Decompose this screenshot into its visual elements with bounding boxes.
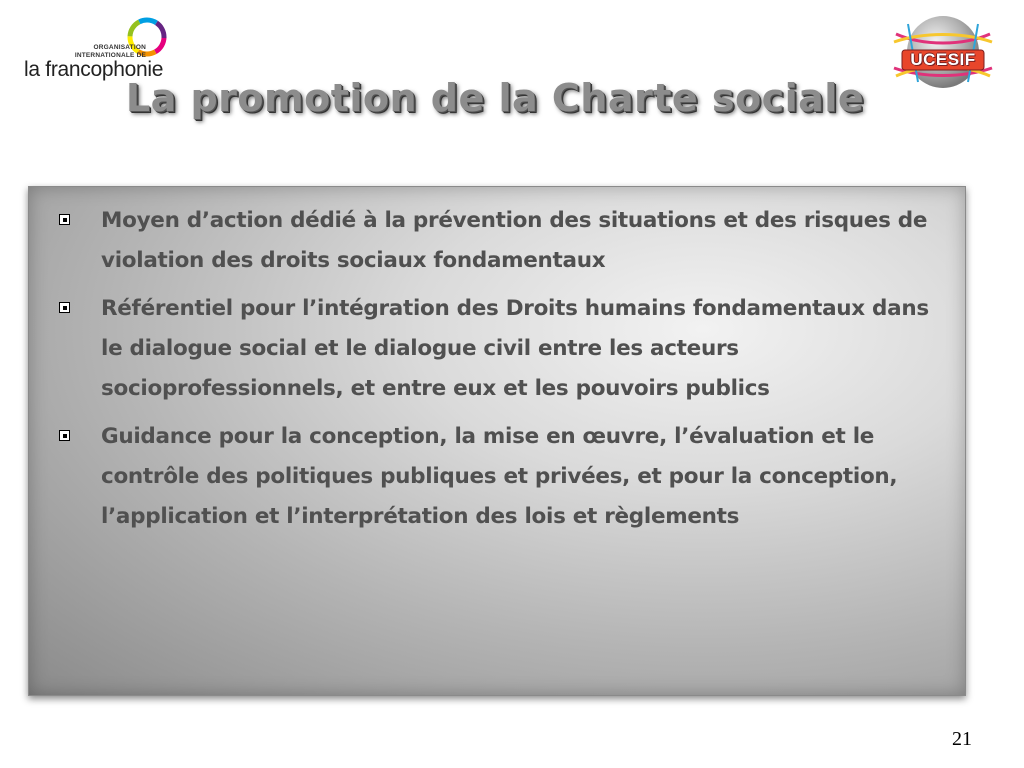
bullet-text: Moyen d’action dédié à la prévention des situations et des risques de violation des droits sociaux fondamentaux — [101, 208, 928, 273]
bullet-item — [55, 289, 955, 409]
content-box — [28, 186, 966, 696]
bullet-list — [55, 201, 955, 545]
francophonie-logo — [22, 14, 172, 80]
page-number: 21 — [952, 728, 972, 750]
square-bullet-icon — [59, 214, 70, 225]
logo-name: la francophonie — [24, 58, 164, 81]
logo-line-2: INTERNATIONALE DE — [74, 52, 146, 59]
square-bullet-icon — [59, 302, 70, 313]
square-bullet-icon — [59, 430, 70, 441]
ucesif-logo-text: UCESIF — [910, 50, 976, 69]
logo-line-1: ORGANISATION — [93, 44, 146, 51]
bullet-text: Référentiel pour l’intégration des Droits humains fondamentaux dans le dialogue social et le dialogue civil entre les acteurs socioprofessionnels, et entre eux et les pouvoirs publics — [101, 296, 929, 401]
bullet-text: Guidance pour la conception, la mise en œuvre, l’évaluation et le contrôle des politiques publiques et privées, et pour la conception, l’application et l’interprétation des lois et règlements — [101, 424, 898, 529]
bullet-item — [55, 417, 955, 537]
bullet-item — [55, 201, 955, 281]
slide-title: La promotion de la Charte sociale — [125, 76, 865, 120]
